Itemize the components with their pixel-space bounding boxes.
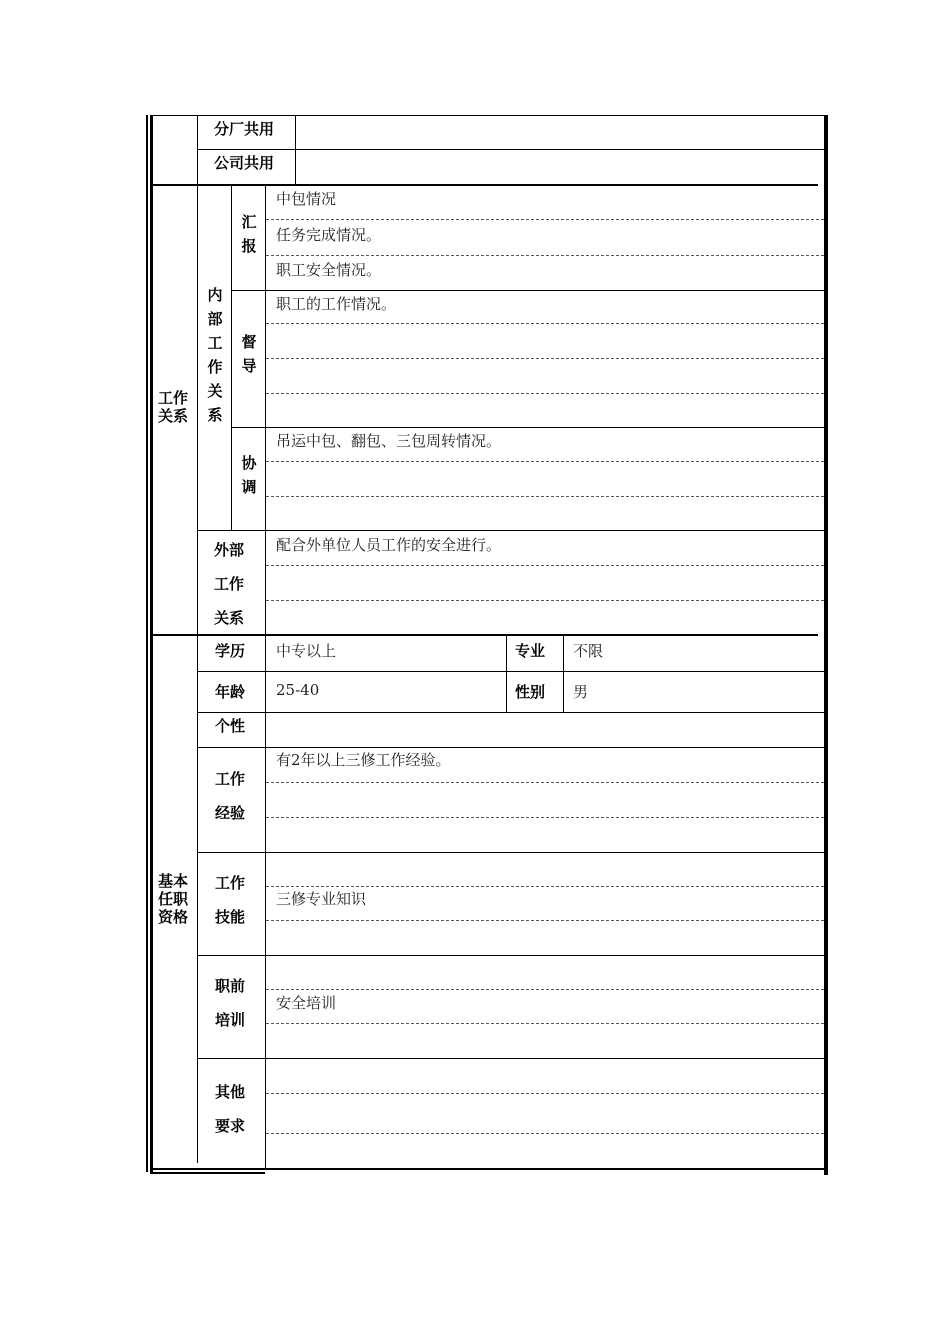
training-item: 安全培训 <box>276 994 337 1012</box>
supervise-label: 督导 <box>241 333 257 375</box>
coordinate-item: 吊运中包、翻包、三包周转情况。 <box>276 432 502 450</box>
table-right-border <box>824 115 828 1175</box>
major-value: 不限 <box>573 642 604 660</box>
col-divider-internal <box>231 186 232 530</box>
training-label: 职前培训 <box>215 977 246 1029</box>
dash-line <box>266 358 824 359</box>
row-line-age <box>198 671 824 672</box>
report-item: 任务完成情况。 <box>276 226 382 244</box>
dash-line <box>266 219 824 220</box>
coordinate-label: 协调 <box>241 454 257 496</box>
education-value: 中专以上 <box>276 642 337 660</box>
supervise-item: 职工的工作情况。 <box>276 295 397 313</box>
row-line-training <box>198 955 824 956</box>
table-outer-left-border <box>146 115 148 1172</box>
dash-line <box>266 920 824 921</box>
education-label: 学历 <box>215 642 246 660</box>
col-divider-major <box>506 636 507 713</box>
report-item: 职工安全情况。 <box>276 261 382 279</box>
branch-shared-label: 分厂共用 <box>214 120 275 138</box>
age-label: 年龄 <box>215 683 246 701</box>
col-divider-sublabel <box>265 186 266 1168</box>
row-line-report-end <box>232 290 824 291</box>
report-item: 中包情况 <box>276 190 337 208</box>
qualifications-section-label: 基本任职资格 <box>157 872 188 926</box>
report-label: 汇报 <box>241 213 257 255</box>
col-divider-major-value <box>563 636 564 713</box>
dash-line <box>266 1023 824 1024</box>
dash-line <box>266 393 824 394</box>
col-divider-section <box>197 115 198 1163</box>
dash-line <box>266 565 824 566</box>
age-value: 25-40 <box>276 681 320 699</box>
dash-line <box>266 782 824 783</box>
dash-line <box>266 461 824 462</box>
row-line-skills <box>198 852 824 853</box>
table-bottom-border-extra <box>153 1172 265 1174</box>
internal-relations-label: 内部工作关系 <box>207 286 223 424</box>
major-label: 专业 <box>515 642 546 660</box>
experience-item: 有2年以上三修工作经验。 <box>276 751 451 769</box>
gender-value: 男 <box>573 683 589 701</box>
company-shared-label: 公司共用 <box>214 154 275 172</box>
gender-label: 性别 <box>515 683 546 701</box>
work-relations-section-label: 工作关系 <box>157 389 188 425</box>
dash-line <box>266 886 824 887</box>
row-line-supervise-end <box>232 427 824 428</box>
personality-label: 个性 <box>215 717 246 735</box>
dash-line <box>266 323 824 324</box>
row-line-experience <box>198 747 824 748</box>
section-separator-qualifications <box>153 634 818 636</box>
skills-label: 工作技能 <box>215 874 246 926</box>
skills-item: 三修专业知识 <box>276 890 367 908</box>
dash-line <box>266 255 824 256</box>
table-bottom-border <box>153 1168 828 1170</box>
dash-line <box>266 1093 824 1094</box>
row-line-shared <box>198 149 824 150</box>
section-separator-work-relations <box>153 184 818 186</box>
dash-line <box>266 989 824 990</box>
dash-line <box>266 817 824 818</box>
row-line-personality <box>198 712 824 713</box>
dash-line <box>266 600 824 601</box>
external-relations-label: 外部工作关系 <box>214 541 245 627</box>
table-top-border <box>153 115 824 116</box>
dash-line <box>266 1133 824 1134</box>
dash-line <box>266 496 824 497</box>
table-left-thick-border <box>150 115 153 1174</box>
external-item: 配合外单位人员工作的安全进行。 <box>276 536 502 554</box>
row-line-internal-end <box>198 530 824 531</box>
experience-label: 工作经验 <box>215 770 246 822</box>
row-line-other <box>198 1058 824 1059</box>
other-requirements-label: 其他要求 <box>215 1083 246 1135</box>
